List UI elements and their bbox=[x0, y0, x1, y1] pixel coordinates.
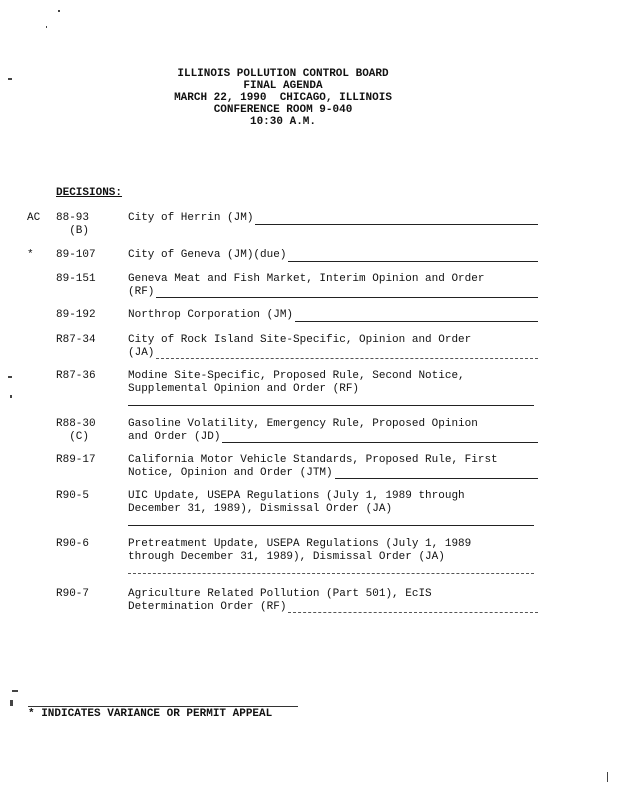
scan-speck bbox=[8, 78, 12, 80]
entry-description: Pretreatment Update, USEPA Regulations (July 1, 1989 through December 31, 1989), Dismissal Order (JA) bbox=[128, 538, 538, 574]
docket-number: R88-30 (C) bbox=[56, 418, 96, 443]
docket-number: 89-192 bbox=[56, 309, 96, 321]
docket-number: R87-34 bbox=[56, 334, 96, 346]
footer-note: * INDICATES VARIANCE OR PERMIT APPEAL bbox=[28, 708, 273, 720]
scan-speck bbox=[10, 700, 13, 706]
docket-number: R89-17 bbox=[56, 454, 96, 466]
docket-number: 88-93 (B) bbox=[56, 212, 90, 237]
scan-speck bbox=[58, 10, 60, 12]
docket-number: R90-6 bbox=[56, 538, 90, 550]
agenda-title: FINAL AGENDA bbox=[243, 80, 323, 92]
footer-divider bbox=[28, 706, 298, 707]
docket-number: 89-151 bbox=[56, 273, 96, 285]
entry-description: Geneva Meat and Fish Market, Interim Opinion and Order (RF) bbox=[128, 273, 538, 298]
entry-description: Agriculture Related Pollution (Part 501), EcIS Determination Order (RF) bbox=[128, 588, 538, 613]
decisions-heading: DECISIONS: bbox=[56, 187, 123, 199]
entry-description: UIC Update, USEPA Regulations (July 1, 1989 through December 31, 1989), Dismissal Order (JA) bbox=[128, 490, 538, 526]
entry-description: Northrop Corporation (JM) bbox=[128, 309, 538, 322]
meeting-room: CONFERENCE ROOM 9-040 bbox=[213, 104, 353, 116]
entry-mark: AC bbox=[27, 212, 41, 224]
entry-description: California Motor Vehicle Standards, Proposed Rule, First Notice, Opinion and Order (JTM) bbox=[128, 454, 538, 479]
entry-mark: * bbox=[27, 249, 34, 261]
scan-speck bbox=[12, 690, 18, 692]
scan-speck bbox=[8, 376, 12, 378]
scan-speck bbox=[607, 772, 608, 782]
entry-description: City of Geneva (JM)(due) bbox=[128, 249, 538, 262]
scan-speck bbox=[10, 395, 12, 398]
docket-number: 89-107 bbox=[56, 249, 96, 261]
document-header bbox=[0, 68, 566, 128]
scan-speck bbox=[46, 26, 47, 28]
docket-number: R90-7 bbox=[56, 588, 90, 600]
meeting-date-location: MARCH 22, 1990 CHICAGO, ILLINOIS bbox=[174, 92, 392, 104]
entry-description: City of Herrin (JM) bbox=[128, 212, 538, 225]
meeting-time: 10:30 A.M. bbox=[249, 116, 316, 128]
entry-description: City of Rock Island Site-Specific, Opinion and Order (JA) bbox=[128, 334, 538, 359]
board-name: ILLINOIS POLLUTION CONTROL BOARD bbox=[177, 68, 389, 80]
entry-description: Modine Site-Specific, Proposed Rule, Second Notice, Supplemental Opinion and Order (RF) bbox=[128, 370, 538, 406]
docket-number: R87-36 bbox=[56, 370, 96, 382]
entry-description: Gasoline Volatility, Emergency Rule, Proposed Opinion and Order (JD) bbox=[128, 418, 538, 443]
docket-number: R90-5 bbox=[56, 490, 90, 502]
